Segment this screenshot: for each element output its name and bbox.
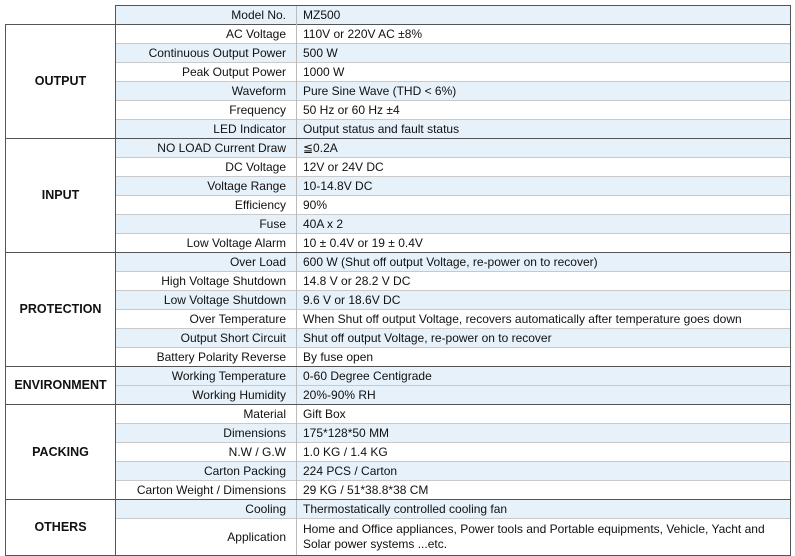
spec-value: Home and Office appliances, Power tools and Portable equipments, Vehicle, Yacht and Solar power systems ...etc. <box>297 519 791 556</box>
spec-label: Voltage Range <box>116 177 297 196</box>
spec-row <box>6 139 791 158</box>
spec-label: Output Short Circuit <box>116 329 297 348</box>
spec-value: 50 Hz or 60 Hz ±4 <box>297 101 791 120</box>
spec-row <box>6 329 791 348</box>
spec-label: Frequency <box>116 101 297 120</box>
model-value: MZ500 <box>297 6 791 25</box>
spec-label: Material <box>116 405 297 424</box>
spec-label: DC Voltage <box>116 158 297 177</box>
spec-row <box>6 82 791 101</box>
model-label: Model No. <box>116 6 297 25</box>
spec-value: Shut off output Voltage, re-power on to recover <box>297 329 791 348</box>
spec-value: 600 W (Shut off output Voltage, re-power on to recover) <box>297 253 791 272</box>
spec-label: High Voltage Shutdown <box>116 272 297 291</box>
spec-label: Working Temperature <box>116 367 297 386</box>
spec-value: 9.6 V or 18.6V DC <box>297 291 791 310</box>
spec-row <box>6 443 791 462</box>
spec-value: 1.0 KG / 1.4 KG <box>297 443 791 462</box>
spec-value: Thermostatically controlled cooling fan <box>297 500 791 519</box>
spec-row <box>6 234 791 253</box>
spec-value: Pure Sine Wave (THD < 6%) <box>297 82 791 101</box>
spec-row <box>6 405 791 424</box>
spec-row <box>6 291 791 310</box>
spec-row <box>6 253 791 272</box>
spec-row <box>6 386 791 405</box>
spec-value: When Shut off output Voltage, recovers automatically after temperature goes down <box>297 310 791 329</box>
spec-value: 224 PCS / Carton <box>297 462 791 481</box>
spec-value: 0-60 Degree Centigrade <box>297 367 791 386</box>
spec-label: Carton Packing <box>116 462 297 481</box>
spec-label: Low Voltage Alarm <box>116 234 297 253</box>
spec-label: Over Load <box>116 253 297 272</box>
spec-row <box>6 481 791 500</box>
spec-label: NO LOAD Current Draw <box>116 139 297 158</box>
spec-label: Application <box>116 519 297 556</box>
spec-row <box>6 177 791 196</box>
spec-label: LED Indicator <box>116 120 297 139</box>
spec-label: Working Humidity <box>116 386 297 405</box>
spec-row <box>6 120 791 139</box>
spec-value: 12V or 24V DC <box>297 158 791 177</box>
spec-row <box>6 63 791 82</box>
spec-label: Carton Weight / Dimensions <box>116 481 297 500</box>
spec-label: Efficiency <box>116 196 297 215</box>
spec-row <box>6 272 791 291</box>
spec-label: Battery Polarity Reverse <box>116 348 297 367</box>
spec-row <box>6 196 791 215</box>
spec-value: Gift Box <box>297 405 791 424</box>
spec-value: 1000 W <box>297 63 791 82</box>
spec-value: 10 ± 0.4V or 19 ± 0.4V <box>297 234 791 253</box>
spec-label: Over Temperature <box>116 310 297 329</box>
section-title-protection: PROTECTION <box>6 253 116 367</box>
spec-row <box>6 158 791 177</box>
spec-value: Output status and fault status <box>297 120 791 139</box>
spec-row <box>6 424 791 443</box>
spec-value: 14.8 V or 28.2 V DC <box>297 272 791 291</box>
spec-value: 40A x 2 <box>297 215 791 234</box>
spec-label: Cooling <box>116 500 297 519</box>
spec-row <box>6 348 791 367</box>
section-title-environment: ENVIRONMENT <box>6 367 116 405</box>
spec-label: Low Voltage Shutdown <box>116 291 297 310</box>
spec-row <box>6 500 791 519</box>
spec-value: By fuse open <box>297 348 791 367</box>
spec-label: Dimensions <box>116 424 297 443</box>
spec-label: Waveform <box>116 82 297 101</box>
spec-value: 90% <box>297 196 791 215</box>
spec-value: 110V or 220V AC ±8% <box>297 25 791 44</box>
model-row <box>6 6 791 25</box>
spec-row <box>6 25 791 44</box>
spec-value: 20%-90% RH <box>297 386 791 405</box>
spec-table-body <box>6 6 791 556</box>
model-blank-cell <box>6 6 116 25</box>
spec-table <box>5 5 791 556</box>
section-title-output: OUTPUT <box>6 25 116 139</box>
spec-row <box>6 462 791 481</box>
spec-value: 500 W <box>297 44 791 63</box>
section-title-packing: PACKING <box>6 405 116 500</box>
spec-label: Fuse <box>116 215 297 234</box>
spec-row <box>6 367 791 386</box>
spec-value: 29 KG / 51*38.8*38 CM <box>297 481 791 500</box>
section-title-others: OTHERS <box>6 500 116 556</box>
spec-row <box>6 519 791 556</box>
spec-row <box>6 215 791 234</box>
spec-row <box>6 310 791 329</box>
spec-value: ≦0.2A <box>297 139 791 158</box>
spec-value: 10-14.8V DC <box>297 177 791 196</box>
spec-row <box>6 44 791 63</box>
spec-row <box>6 101 791 120</box>
spec-label: Peak Output Power <box>116 63 297 82</box>
spec-value: 175*128*50 MM <box>297 424 791 443</box>
section-title-input: INPUT <box>6 139 116 253</box>
spec-label: Continuous Output Power <box>116 44 297 63</box>
spec-label: N.W / G.W <box>116 443 297 462</box>
spec-label: AC Voltage <box>116 25 297 44</box>
